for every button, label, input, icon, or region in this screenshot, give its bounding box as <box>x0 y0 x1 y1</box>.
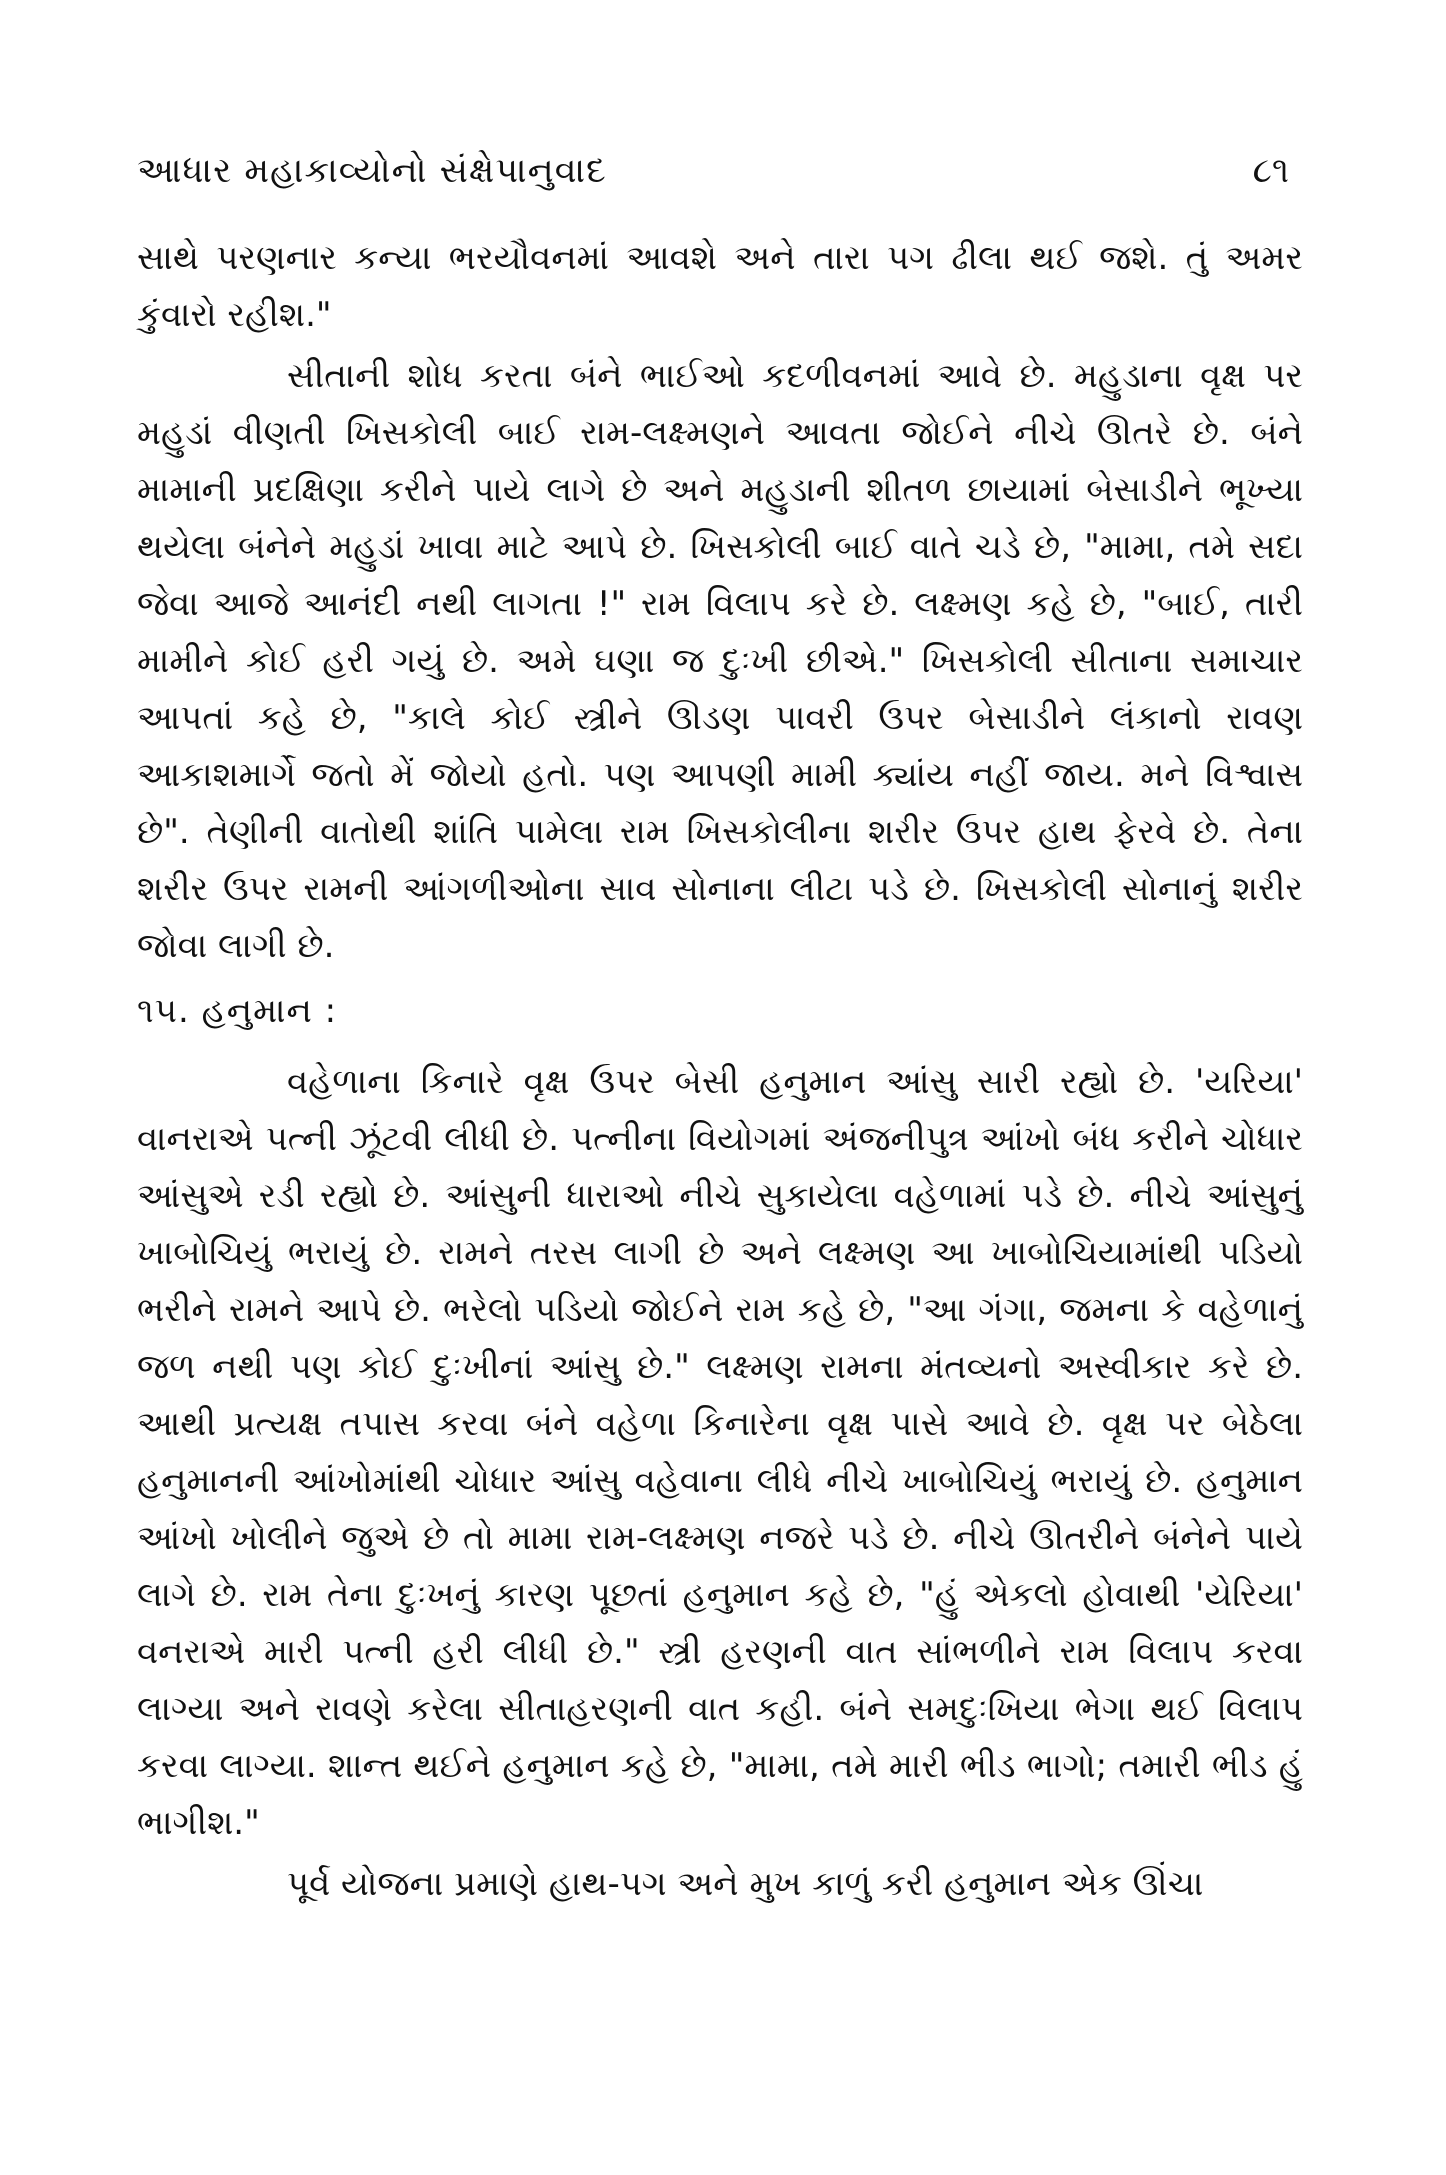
header-title: આધાર મહાકાવ્યોનો સંક્ષેપાનુવાદ <box>137 151 607 191</box>
paragraph-hanuman: વહેળાના કિનારે વૃક્ષ ઉપર બેસી હનુમાન આંસુ સારી રહ્યો છે. 'યરિયા' વાનરાએ પત્ની ઝૂંટવી લીધી છે. પત્નીના વિયોગમાં અંજનીપુત્ર આંખો બંધ કરીને ચોધાર આંસુએ રડી રહ્યો છે. આંસુની ધારાઓ નીચે સુકાયેલા વહેળામાં પડે છે. નીચે આંસુનું ખાબોચિયું ભરાયું છે. રામને તરસ લાગી છે અને લક્ષ્મણ આ ખાબોચિયામાંથી પડિયો ભરીને રામને આપે છે. ભરેલો પડિયો જોઈને રામ કહે છે, "આ ગંગા, જમના કે વહેળાનું જળ નથી પણ કોઈ દુઃખીનાં આંસુ છે." લક્ષ્મણ રામના મંતવ્યનો અસ્વીકાર કરે છે. આથી પ્રત્યક્ષ તપાસ કરવા બંને વહેળા કિનારેના વૃક્ષ પાસે આવે છે. વૃક્ષ પર બેઠેલા હનુમાનની આંખોમાંથી ચોધાર આંસુ વહેવાના લીધે નીચે ખાબોચિયું ભરાયું છે. હનુમાન આંખો ખોલીને જુએ છે તો મામા રામ-લક્ષ્મણ નજરે પડે છે. નીચે ઊતરીને બંનેને પાયે લાગે છે. રામ તેના દુઃખનું કારણ પૂછતાં હનુમાન કહે છે, "હું એકલો હોવાથી 'યેરિયા' વનરાએ મારી પત્ની હરી લીધી છે." સ્ત્રી હરણની વાત સાંભળીને રામ વિલાપ કરવા લાગ્યા અને રાવણે કરેલા સીતાહરણની વાત કહી. બંને સમદુઃખિયા ભેગા થઈ વિલાપ કરવા લાગ્યા. શાન્ત થઈને હનુમાન કહે છે, "મામા, તમે મારી ભીડ ભાગો; તમારી ભીડ હું ભાગીશ." <box>137 1062 1303 1843</box>
page-number: ૮૧ <box>1252 151 1289 191</box>
paragraph-continuation: સાથે પરણનાર કન્યા ભરયૌવનમાં આવશે અને તારા પગ ઢીલા થઈ જશે. તું અમર કુંવારો રહીશ." <box>137 238 1303 335</box>
paragraph-plan: પૂર્વ યોજના પ્રમાણે હાથ-પગ અને મુખ કાળું કરી હનુમાન એક ઊંચા <box>287 1864 1204 1904</box>
running-header <box>137 150 1303 192</box>
section-heading-hanuman: ૧૫. હનુમાન : <box>137 991 338 1031</box>
book-page <box>137 150 1303 1913</box>
paragraph-squirrel: સીતાની શોધ કરતા બંને ભાઈઓ કદળીવનમાં આવે છે. મહુડાના વૃક્ષ પર મહુડાં વીણતી ખિસકોલી બાઈ રામ-લક્ષ્મણને આવતા જોઈને નીચે ઊતરે છે. બંને મામાની પ્રદક્ષિણા કરીને પાયે લાગે છે અને મહુડાની શીતળ છાયામાં બેસાડીને ભૂખ્યા થયેલા બંનેને મહુડાં ખાવા માટે આપે છે. ખિસકોલી બાઈ વાતે ચડે છે, "મામા, તમે સદા જેવા આજે આનંદી નથી લાગતા !" રામ વિલાપ કરે છે. લક્ષ્મણ કહે છે, "બાઈ, તારી મામીને કોઈ હરી ગયું છે. અમે ઘણા જ દુઃખી છીએ." ખિસકોલી સીતાના સમાચાર આપતાં કહે છે, "કાલે કોઈ સ્ત્રીને ઊડણ પાવરી ઉપર બેસાડીને લંકાનો રાવણ આકાશમાર્ગે જતો મેં જોયો હતો. પણ આપણી મામી ક્યાંય નહીં જાય. મને વિશ્વાસ છે". તેણીની વાતોથી શાંતિ પામેલા રામ ખિસકોલીના શરીર ઉપર હાથ ફેરવે છે. તેના શરીર ઉપર રામની આંગળીઓના સાવ સોનાના લીટા પડે છે. ખિસકોલી સોનાનું શરીર જોવા લાગી છે. <box>137 356 1303 966</box>
